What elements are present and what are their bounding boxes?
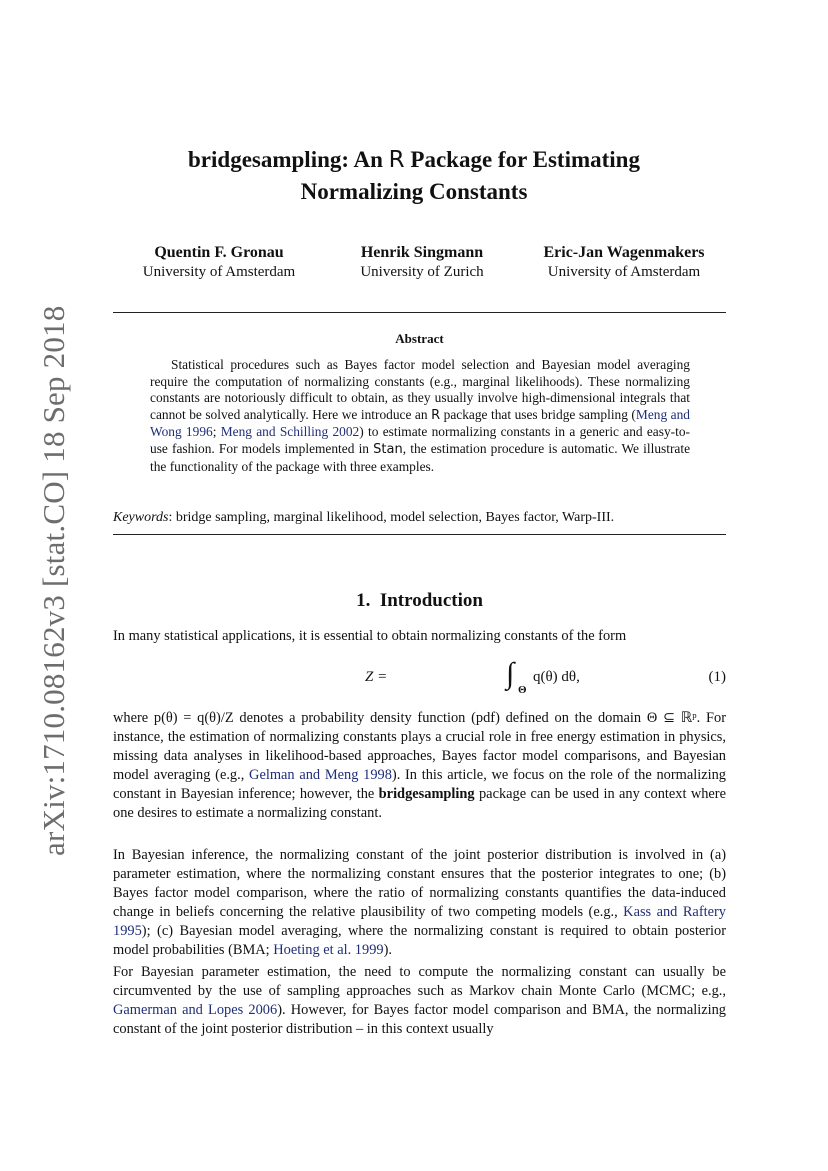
author-affiliation: University of Zurich <box>360 264 484 280</box>
author-affiliation: University of Amsterdam <box>547 264 701 280</box>
package-name: bridgesampling <box>378 786 475 802</box>
section-heading <box>113 590 726 612</box>
intro-paragraph-2 <box>113 846 726 960</box>
author-affiliation: University of Amsterdam <box>142 264 296 280</box>
p1-text: where p(θ) = q(θ)/Z denotes a probability density function (pdf) defined on the domain Θ ⊆ ℝᵖ. For instance, the estimation of normalizing constants plays a crucial role in free energy estimation in physics, missing data analyses in likelihood-based approaches, Bayes factor model comparisons, and Bayesian model averaging (e.g., <box>113 710 726 783</box>
title-line2: Normalizing Constants <box>300 179 528 204</box>
intro-paragraph-0: In many statistical applications, it is essential to obtain normalizing constants of the form <box>113 628 627 644</box>
arxiv-sideband: arXiv:1710.08162v3 [stat.CO] 18 Sep 2018 <box>36 305 71 856</box>
abstract-stan: Stan <box>373 441 403 457</box>
citation-link[interactable]: Hoeting et al. 1999 <box>273 942 384 958</box>
p2-text: ). <box>383 942 392 958</box>
p3-text: ). However, for Bayes factor model comparison and BMA, the normalizing constant of the joint posterior distribution – in this context usually <box>113 1002 726 1037</box>
rule-bottom <box>113 534 726 535</box>
abstract-sep: ; <box>212 424 221 440</box>
abstract-t1: Statistical procedures such as Bayes factor model selection and Bayesian model averaging require the computation of normalizing constants (e.g., marginal likelihoods). These normalizing constants are notoriously difficult to obtain, as they usually involve high-dimensional integrals that cannot be solved analytically. Here we introduce an <box>150 357 690 422</box>
equation-rhs: q(θ) dθ, <box>533 669 580 685</box>
p3-text: For Bayesian parameter estimation, the need to compute the normalizing constant can usually be circumvented by the use of sampling approaches such as Markov chain Monte Carlo (MCMC; e.g., <box>113 964 726 999</box>
citation-link[interactable]: Meng and Wong 1996 <box>150 406 690 440</box>
abstract-text <box>150 357 690 475</box>
integral-sign: ∫ <box>506 657 515 690</box>
intro-paragraph-3 <box>113 963 726 1039</box>
integral-domain: Θ <box>518 684 527 696</box>
abstract-t4: , the estimation procedure is automatic. We illustrate the functionality of the package with three examples. <box>150 440 691 474</box>
keywords <box>113 510 726 526</box>
citation-link[interactable]: Gelman and Meng 1998 <box>249 767 392 783</box>
title-post: Package for Estimating <box>404 147 640 172</box>
author-name: Eric-Jan Wagenmakers <box>543 244 705 261</box>
equation-lhs: Z = <box>365 669 388 685</box>
equation-number: (1) <box>708 669 726 685</box>
abstract-r: R <box>431 407 441 423</box>
citation-link[interactable]: Kass and Raftery 1995 <box>113 904 726 939</box>
citation-link[interactable]: Meng and Schilling 2002 <box>220 424 360 440</box>
author-name: Henrik Singmann <box>360 244 484 261</box>
abstract-t2: package that uses bridge sampling ( <box>440 406 636 422</box>
intro-paragraph-1 <box>113 709 726 823</box>
author-block <box>104 243 334 282</box>
equation-1 <box>113 657 726 703</box>
paper-title <box>60 144 768 207</box>
author-block <box>509 243 739 282</box>
citation-link[interactable]: Gamerman and Lopes 2006 <box>113 1002 278 1018</box>
p2-text: In Bayesian inference, the normalizing constant of the joint posterior distribution is involved in (a) parameter estimation, where the normalizing constant ensures that the posterior integrates to one; (b) Bayes factor model comparison, where the ratio of normalizing constants quantifies the data-induced change in beliefs concerning the relative plausibility of two competing models (e.g., <box>113 847 726 920</box>
author-name: Quentin F. Gronau <box>154 244 284 261</box>
p1-text: package can be used in any context where one desires to estimate a normalizing constant. <box>113 786 726 821</box>
p2-text: ); (c) Bayesian model averaging, where the normalizing constant is required to obtain posterior model probabilities (BMA; <box>113 923 726 958</box>
author-block <box>307 243 537 282</box>
keywords-text: : bridge sampling, marginal likelihood, model selection, Bayes factor, Warp-III. <box>168 510 615 525</box>
section-number: 1. <box>356 590 371 611</box>
rule-top <box>113 312 726 313</box>
abstract-t3: ) to estimate normalizing constants in a generic and easy-to-use fashion. For models implemented in <box>150 424 690 456</box>
title-r: R <box>388 147 405 173</box>
p1-text: ). In this article, we focus on the role of the normalizing constant in Bayesian inference; however, the <box>113 767 726 802</box>
section-title: Introduction <box>379 590 483 611</box>
keywords-label: Keywords <box>113 510 169 525</box>
abstract-heading: Abstract <box>395 331 444 346</box>
title-pre: bridgesampling: An <box>188 147 389 172</box>
